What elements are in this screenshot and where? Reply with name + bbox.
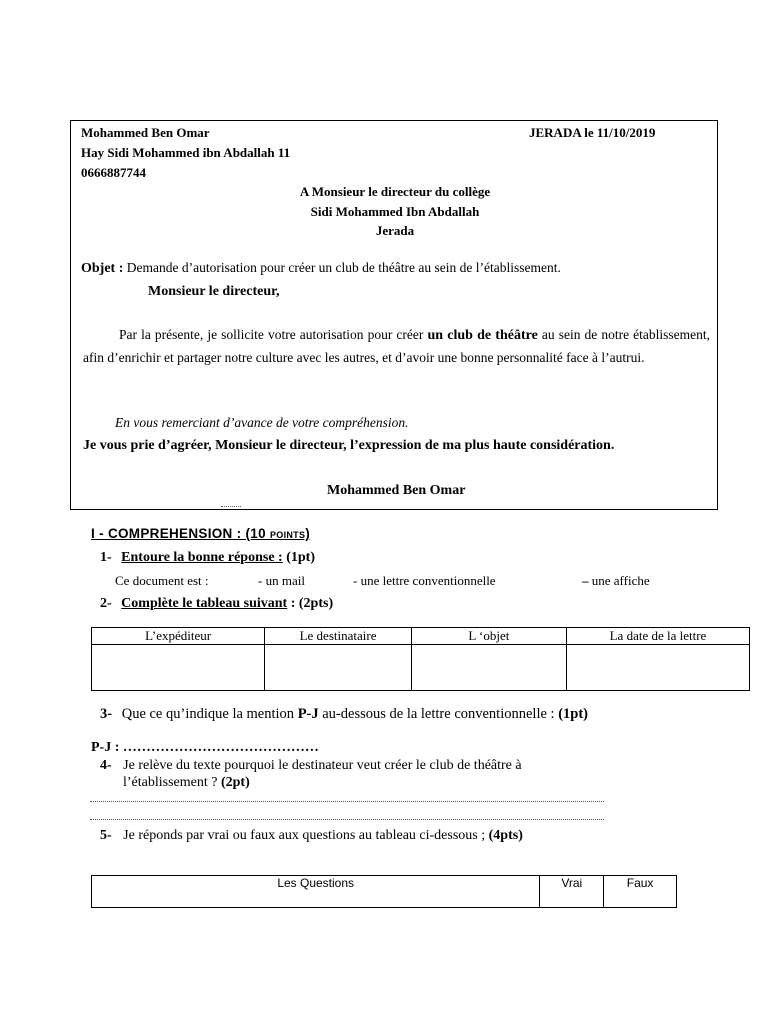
recipient-line2: Sidi Mohammed Ibn Abdallah: [310, 204, 480, 219]
q2-cell-object[interactable]: [411, 645, 566, 691]
q3-text-after: au-dessous de la lettre conventionnelle :: [318, 706, 559, 722]
thanks-line: En vous remerciant d’avance de votre compréhension.: [115, 415, 409, 430]
q2-header-date: La date de la lettre: [566, 628, 749, 645]
q4-line1: [100, 758, 522, 774]
object-line: [81, 260, 561, 277]
q3-text-before: Que ce qu’indique la mention: [121, 706, 298, 722]
q2-number: 2-: [100, 596, 112, 611]
q1-prompt: Ce document est :: [115, 573, 209, 588]
q2-label: Complète le tableau suivant: [121, 596, 288, 611]
q5-text: Je réponds par vrai ou faux aux questions au tableau ci-dessous ;: [123, 828, 489, 843]
q2-header-object: L ‘objet: [411, 628, 566, 645]
q2-table-header-row: [92, 628, 750, 645]
q1-option-poster[interactable]: [582, 573, 650, 589]
q5-header-false: Faux: [604, 876, 677, 908]
object-label: Objet :: [81, 261, 124, 276]
cut-off-mark: [221, 506, 241, 510]
q4-number: 4-: [100, 758, 112, 773]
sender-name: Mohammed Ben Omar: [81, 125, 210, 140]
q5-table-header-row: [92, 876, 677, 908]
q2-cell-date[interactable]: [566, 645, 749, 691]
body-part1: Par la présente, je sollicite votre autorisation pour créer: [119, 327, 428, 342]
q2-points: : (2pts): [287, 596, 334, 611]
q4-answer-dots-1[interactable]: [90, 800, 604, 802]
recipient-line1: A Monsieur le directeur du collège: [299, 184, 491, 199]
q3-mention: P-J: [297, 706, 319, 722]
letter-body: [83, 324, 710, 369]
q4-points: (2pt): [220, 775, 250, 790]
place-date: JERADA le 11/10/2019: [529, 125, 656, 140]
q2-header-sender: L’expéditeur: [92, 628, 265, 645]
closing-line: Je vous prie d’agréer, Monsieur le directeur, l’expression de ma plus haute considération.: [83, 438, 615, 453]
q3-answer-line[interactable]: P-J : ……………………………………: [91, 740, 319, 755]
q1-option-poster-label: une affiche: [588, 573, 650, 588]
q3-number: 3-: [100, 706, 113, 722]
q1-label: Entoure la bonne réponse :: [121, 550, 283, 565]
q5-header-true: Vrai: [540, 876, 604, 908]
q2-table: [91, 627, 750, 691]
salutation: Monsieur le directeur,: [148, 284, 280, 299]
q4-answer-dots-2[interactable]: [90, 818, 604, 820]
object-text: Demande d’autorisation pour créer un club de théâtre au sein de l’établissement.: [123, 260, 561, 275]
q1-number: 1-: [100, 550, 112, 565]
sender-address: Hay Sidi Mohammed ibn Abdallah 11: [81, 145, 291, 160]
sender-phone: 0666887744: [81, 165, 146, 180]
q4-line2: [123, 775, 250, 791]
q1-option-mail[interactable]: - un mail: [258, 573, 305, 588]
body-bold: un club de théâtre: [427, 328, 538, 343]
q5-number: 5-: [100, 828, 112, 843]
q3-points: (1pt): [558, 706, 589, 722]
letter-box: [70, 120, 718, 510]
recipient-line3: Jerada: [375, 223, 415, 238]
q5-line: [100, 828, 523, 844]
q2-line: [100, 596, 333, 612]
q3-line: [100, 706, 588, 723]
q5-points: (4pts): [488, 828, 523, 843]
q2-header-recipient: Le destinataire: [265, 628, 411, 645]
q1-option-letter[interactable]: - une lettre conventionnelle: [353, 573, 496, 588]
q5-table: [91, 875, 677, 908]
q1-points: (1pt): [282, 550, 315, 565]
q2-cell-recipient[interactable]: [265, 645, 411, 691]
q2-cell-sender[interactable]: [92, 645, 265, 691]
signature: Mohammed Ben Omar: [327, 483, 466, 498]
q1-line: [100, 550, 315, 566]
q4-text-line1: Je relève du texte pourquoi le destinateur veut créer le club de théâtre à: [123, 758, 522, 773]
body-part2: au sein de notre établissement, afin d’enrichir et partager notre culture avec les autres, et d’avoir une bonne personnalité face à l’autrui.: [83, 327, 711, 365]
q1-option-poster-dash: –: [582, 573, 589, 588]
q4-text-line2: l’établissement ?: [123, 775, 221, 790]
section-title: I - COMPREHENSION : (10 points): [91, 526, 311, 541]
q2-table-answer-row: [92, 645, 750, 691]
q5-header-questions: Les Questions: [92, 876, 540, 908]
